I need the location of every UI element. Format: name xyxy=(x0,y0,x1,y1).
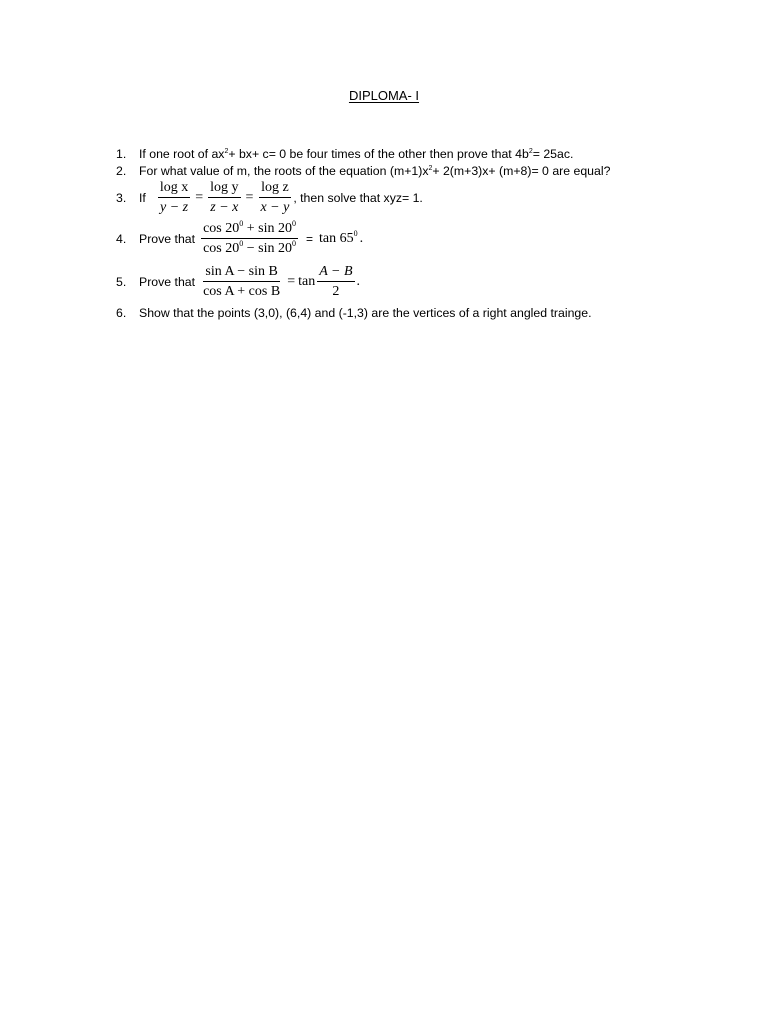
fraction-denominator: x − y xyxy=(260,200,290,215)
degree-mark: 0 xyxy=(291,239,296,248)
question-number: 6. xyxy=(116,306,127,320)
fraction-denominator xyxy=(201,239,298,256)
rhs-expression xyxy=(319,231,358,247)
fraction-log-y xyxy=(208,181,240,215)
degree-mark: 0 xyxy=(239,219,244,228)
fraction-numerator: log y xyxy=(208,181,240,198)
superscript: 2 xyxy=(224,148,229,155)
fraction-numerator: log x xyxy=(158,181,190,198)
period: . xyxy=(356,274,361,289)
question-2 xyxy=(116,164,610,178)
fraction-denominator: cos A + cos B xyxy=(203,284,281,299)
text-part: If one root of ax xyxy=(139,147,225,161)
term: cos 20 xyxy=(203,241,240,256)
question-text xyxy=(139,147,573,161)
question-number: 4. xyxy=(116,232,127,246)
question-5 xyxy=(116,265,360,299)
question-lead: Prove that xyxy=(139,275,196,289)
question-lead: Prove that xyxy=(139,232,196,246)
question-4 xyxy=(116,219,364,256)
question-number: 1. xyxy=(116,147,127,161)
equals-sign: = xyxy=(287,274,296,289)
tan-function: tan xyxy=(298,274,316,289)
fraction-log-z xyxy=(258,181,291,215)
degree-mark: 0 xyxy=(291,219,296,228)
text-part: For what value of m, the roots of the equation (m+1)x xyxy=(139,164,429,178)
term: tan 65 xyxy=(318,231,354,246)
superscript: 2 xyxy=(528,148,533,155)
question-number: 3. xyxy=(116,191,127,205)
fraction-cos-sin xyxy=(201,219,298,256)
question-6 xyxy=(116,306,592,320)
degree-mark: 0 xyxy=(353,229,358,238)
question-lead: If xyxy=(139,191,146,205)
fraction-log-x xyxy=(158,181,190,215)
term: − sin 20 xyxy=(246,241,292,256)
question-text xyxy=(139,164,610,178)
question-1 xyxy=(116,147,573,161)
term: + sin 20 xyxy=(246,221,292,236)
fraction-sin-cos xyxy=(201,265,282,299)
text-part: + 2(m+3)x+ (m+8)= 0 are equal? xyxy=(432,164,611,178)
fraction-denominator: y − z xyxy=(159,200,189,215)
equals-sign: = xyxy=(195,190,204,205)
question-tail: , then solve that xyz= 1. xyxy=(293,191,423,205)
question-text: Show that the points (3,0), (6,4) and (-1,3) are the vertices of a right angled trainge. xyxy=(139,306,592,320)
equals-sign: = xyxy=(245,190,254,205)
question-3 xyxy=(116,181,423,215)
question-number: 5. xyxy=(116,275,127,289)
fraction-numerator: log z xyxy=(259,181,291,198)
text-part: + bx+ c= 0 be four times of the other then prove that 4b xyxy=(228,147,529,161)
fraction-half-angle xyxy=(317,265,354,299)
term: cos 20 xyxy=(203,221,240,236)
text-part: = 25ac. xyxy=(532,147,574,161)
superscript: 2 xyxy=(428,165,433,172)
fraction-numerator: A − B xyxy=(317,265,354,282)
question-number: 2. xyxy=(116,164,127,178)
period: . xyxy=(359,231,364,246)
fraction-numerator xyxy=(201,219,298,239)
fraction-denominator: z − x xyxy=(210,200,239,215)
fraction-numerator: sin A − sin B xyxy=(203,265,279,282)
document-title: DIPLOMA- I xyxy=(348,88,420,103)
fraction-denominator: 2 xyxy=(332,284,340,299)
degree-mark: 0 xyxy=(239,239,244,248)
equals-sign: = xyxy=(305,232,313,246)
